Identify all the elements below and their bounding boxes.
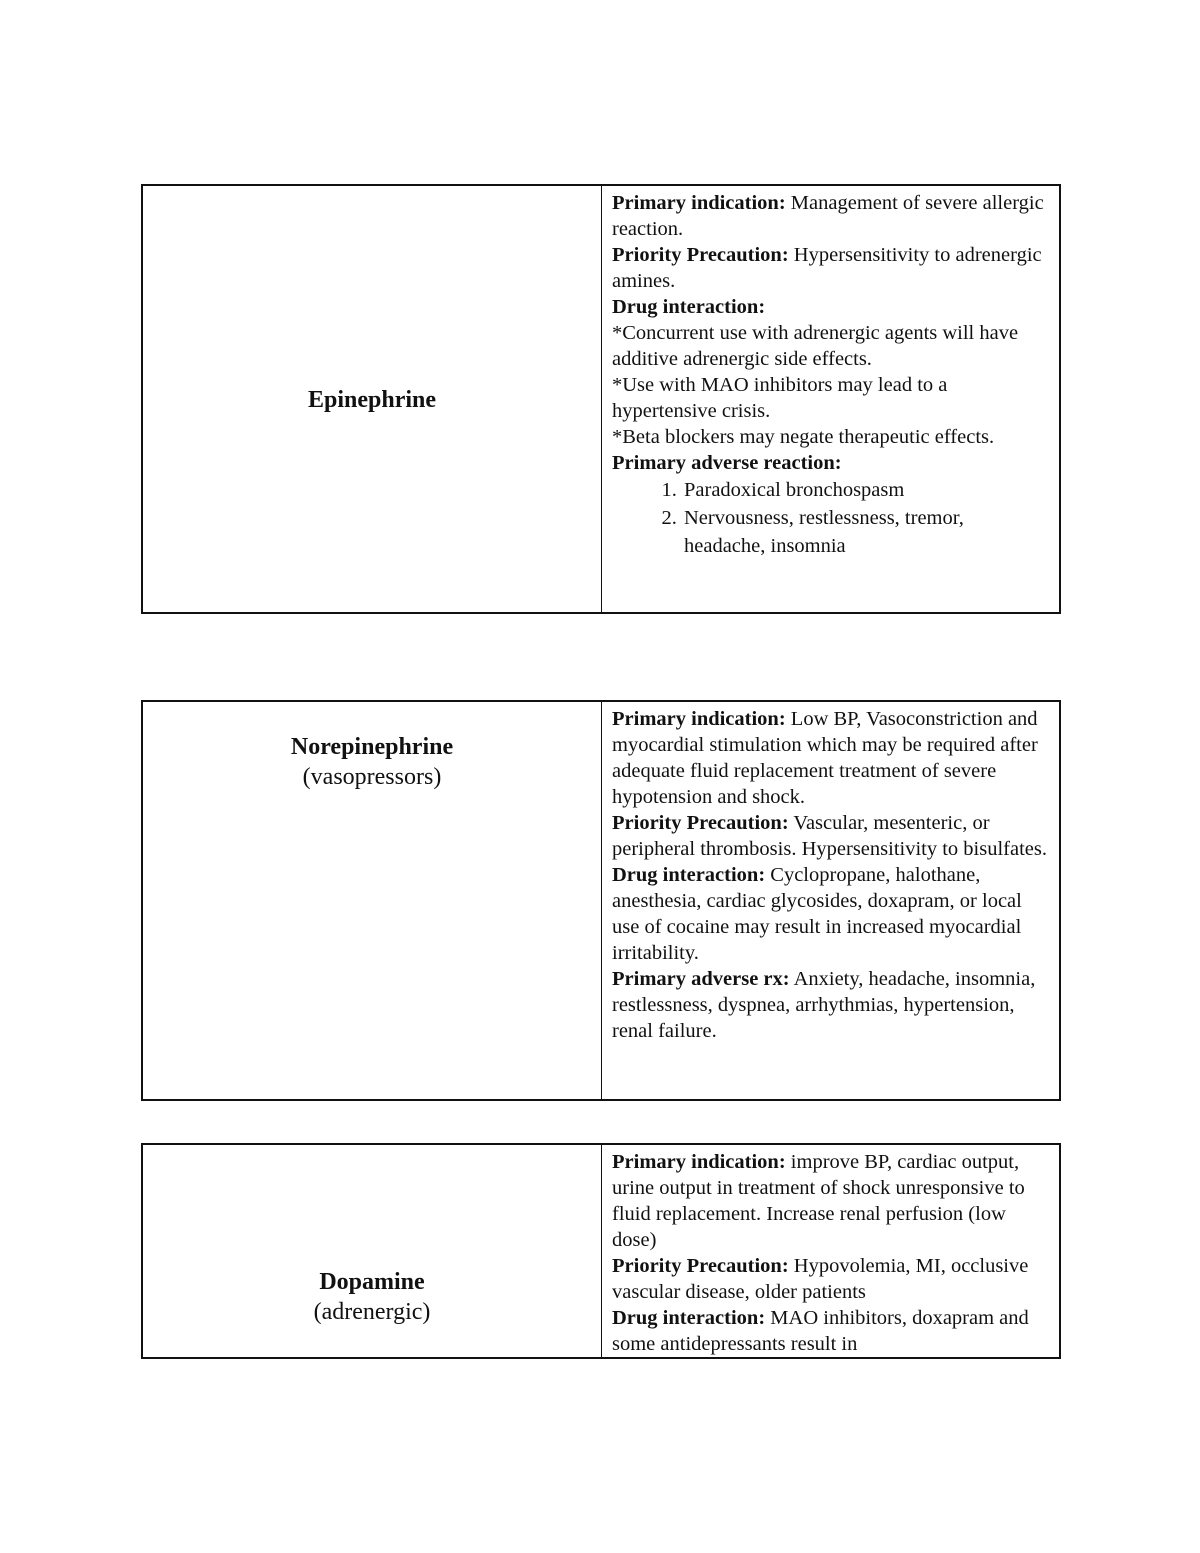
priority-precaution — [612, 242, 1049, 294]
adverse-reaction — [612, 966, 1049, 1044]
adverse-reaction-label: Primary adverse rx: — [612, 968, 790, 990]
primary-indication — [612, 1149, 1049, 1253]
drug-interaction — [612, 862, 1049, 966]
drug-details-cell — [602, 186, 1059, 612]
drug-interaction-item: *Use with MAO inhibitors may lead to a hypertensive crisis. — [612, 374, 948, 422]
drug-interaction-text: MAO inhibitors, doxapram and some antidepressants result in — [612, 1307, 1029, 1355]
drug-interaction-text: Cyclopropane, halothane, anesthesia, cardiac glycosides, doxapram, or local use of cocaine may result in increased myocardial irritability. — [612, 864, 1022, 964]
drug-class: (vasopressors) — [302, 764, 442, 790]
drug-table-dopamine — [141, 1143, 1061, 1359]
primary-indication-text: Low BP, Vasoconstriction and myocardial stimulation which may be required after adequate fluid replacement treatment of severe hypotension and shock. — [612, 708, 1038, 808]
drug-interaction-item: *Beta blockers may negate therapeutic effects. — [612, 426, 995, 448]
drug-details-cell — [602, 702, 1059, 1099]
primary-indication — [612, 706, 1049, 810]
priority-precaution-label: Priority Precaution: — [612, 812, 789, 834]
primary-indication — [612, 190, 1049, 242]
priority-precaution — [612, 810, 1049, 862]
drug-name-cell — [143, 702, 602, 1099]
drug-table-epinephrine — [141, 184, 1061, 614]
drug-name: Epinephrine — [307, 387, 437, 413]
primary-indication-text: improve BP, cardiac output, urine output in treatment of shock unresponsive to fluid replacement. Increase renal perfusion (low dose) — [612, 1151, 1025, 1251]
adverse-reaction-label: Primary adverse reaction: — [612, 452, 842, 474]
priority-precaution — [612, 1253, 1049, 1305]
drug-name: Norepinephrine — [290, 734, 454, 760]
drug-interaction — [612, 1305, 1049, 1357]
primary-indication-label: Primary indication: — [612, 708, 786, 730]
drug-interaction-label: Drug interaction: — [612, 864, 766, 886]
adverse-reaction-item: 2. Nervousness, restlessness, tremor, headache, insomnia — [682, 504, 1049, 560]
priority-precaution-label: Priority Precaution: — [612, 1255, 789, 1277]
primary-indication-text: Management of severe allergic reaction. — [612, 192, 1044, 240]
drug-class: (adrenergic) — [313, 1299, 431, 1325]
drug-details-cell — [602, 1145, 1059, 1357]
drug-interaction-label: Drug interaction: — [612, 1307, 766, 1329]
priority-precaution-text: Hypovolemia, MI, occlusive vascular disease, older patients — [612, 1255, 1029, 1303]
drug-name: Dopamine — [319, 1269, 425, 1295]
priority-precaution-text: Vascular, mesenteric, or peripheral thrombosis. Hypersensitivity to bisulfates. — [612, 812, 1047, 860]
adverse-reaction-text: Anxiety, headache, insomnia, restlessness, dyspnea, arrhythmias, hypertension, renal failure. — [612, 968, 1036, 1042]
drug-name-cell — [143, 1145, 602, 1357]
drug-name-cell — [143, 186, 602, 612]
adverse-reaction-list — [612, 476, 1049, 560]
drug-interaction-item: *Concurrent use with adrenergic agents will have additive adrenergic side effects. — [612, 322, 1019, 370]
adverse-reaction-item: 1. Paradoxical bronchospasm — [682, 476, 1049, 504]
primary-indication-label: Primary indication: — [612, 192, 786, 214]
drug-table-norepinephrine — [141, 700, 1061, 1101]
priority-precaution-label: Priority Precaution: — [612, 244, 789, 266]
primary-indication-label: Primary indication: — [612, 1151, 786, 1173]
priority-precaution-text: Hypersensitivity to adrenergic amines. — [612, 244, 1042, 292]
drug-interaction-label: Drug interaction: — [612, 296, 766, 318]
